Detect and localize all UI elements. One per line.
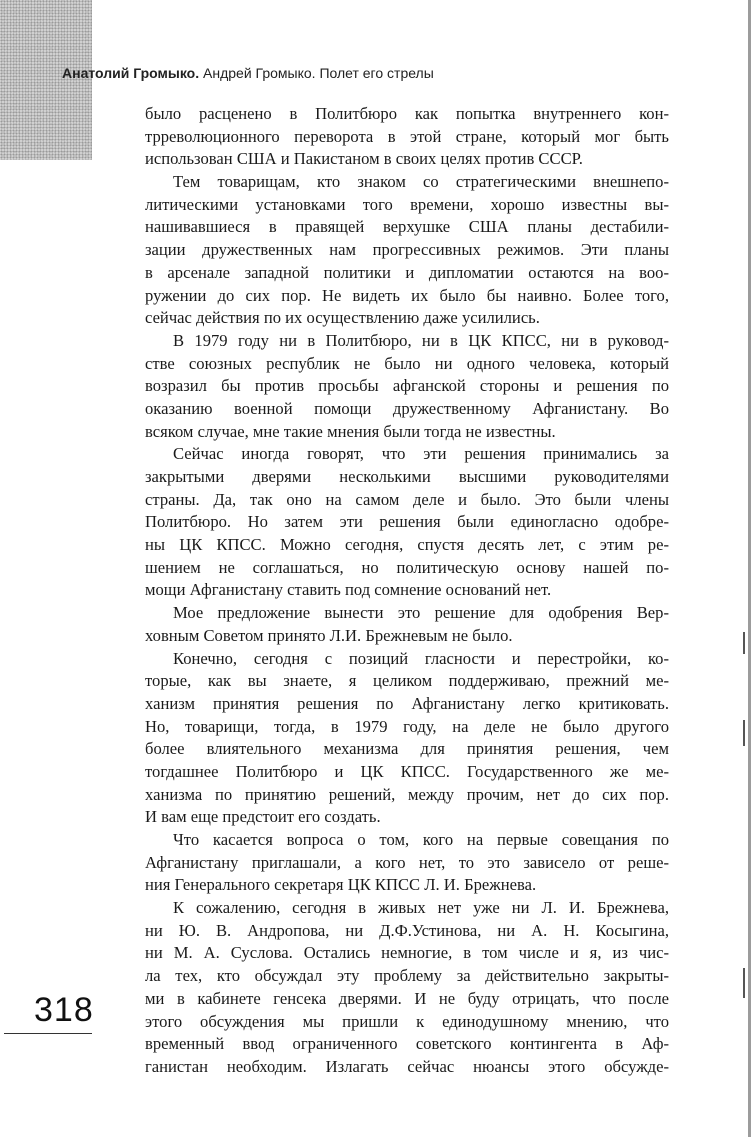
text-line: Но, товарищи, тогда, в 1979 году, на деле не было другого xyxy=(145,716,669,736)
text-line: ханизма по принятию решений, между прочим, нет до сих пор. xyxy=(145,784,669,804)
text-line: нашивавшиеся в правящей верхушке США планы дестабили- xyxy=(145,217,669,237)
text-line: Сейчас иногда говорят, что эти решения принимались за xyxy=(173,444,669,464)
text-line: литическими установками того времени, хорошо известны вы- xyxy=(145,194,669,214)
text-line: стве союзных республик не было ни одного человека, который xyxy=(145,353,669,373)
text-line: ни Ю. В. Андропова, ни Д.Ф.Устинова, ни А. Н. Косыгина, xyxy=(145,920,669,940)
page-number-rule xyxy=(4,1033,92,1034)
text-line: ни М. А. Суслова. Остались немногие, в том числе и я, из чис- xyxy=(145,943,669,963)
text-line: в арсенале западной политики и дипломатии остаются на воо- xyxy=(145,262,669,282)
text-line: более влиятельного механизма для принятия решения, чем xyxy=(145,739,669,759)
text-line: ружении до сих пор. Не видеть их было бы наивно. Более того, xyxy=(145,285,669,305)
text-line: В 1979 году ни в Политбюро, ни в ЦК КПСС, ни в руковод- xyxy=(173,330,669,350)
text-line: использован США и Пакистаном в своих целях против СССР. xyxy=(145,149,583,169)
text-line: сейчас действия по их осуществлению даже усилились. xyxy=(145,308,540,328)
text-line: возразил бы против просьбы афганской стороны и решения по xyxy=(145,376,669,396)
text-line: ми в кабинете генсека дверями. И не буду отрицать, что после xyxy=(145,988,669,1008)
text-line: всяком случае, мне такие мнения были тогда не известны. xyxy=(145,421,556,441)
text-line: ганистан необходим. Излагать сейчас нюансы этого обсужде- xyxy=(145,1056,669,1076)
text-line: было расценено в Политбюро как попытка внутреннего кон- xyxy=(145,104,669,123)
header-author: Анатолий Громыко. xyxy=(62,65,200,81)
text-line: шением не соглашаться, но политическую основу нашей по- xyxy=(145,557,669,577)
text-line: тогдашнее Политбюро и ЦК КПСС. Государственного же ме- xyxy=(145,761,669,781)
text-line: оказанию военной помощи дружественному Афганистану. Во xyxy=(145,398,669,418)
text-line: Мое предложение вынести это решение для одобрения Вер- xyxy=(173,603,669,623)
text-line: трреволюционного переворота в этой стране, который мог быть xyxy=(145,126,669,146)
text-line: торые, как вы знаете, я целиком поддерживаю, прежний ме- xyxy=(145,671,669,691)
text-line: Афганистану приглашали, а кого нет, то это зависело от реше- xyxy=(145,852,669,872)
text-line: этого обсуждения мы пришли к единодушному мнению, что xyxy=(145,1011,669,1031)
text-line: К сожалению, сегодня в живых нет уже ни Л. И. Брежнева, xyxy=(173,898,669,918)
header-book-title: Андрей Громыко. Полет его стрелы xyxy=(203,65,434,81)
text-line: ния Генерального секретаря ЦК КПСС Л. И. Брежнева. xyxy=(145,875,537,895)
text-line: ханизм принятия решения по Афганистану легко критиковать. xyxy=(145,693,669,713)
margin-mark xyxy=(743,632,745,654)
text-line: Политбюро. Но затем эти решения были единогласно одобре- xyxy=(145,512,669,532)
text-line: Что касается вопроса о том, кого на первые совещания по xyxy=(173,830,669,849)
text-line: мощи Афганистану ставить под сомнение оснований нет. xyxy=(145,580,552,600)
text-line: ны ЦК КПСС. Можно сегодня, спустя десять лет, с этим ре- xyxy=(145,535,669,555)
text-line: ховным Советом принято Л.И. Брежневым не было. xyxy=(145,625,513,645)
margin-mark xyxy=(743,720,745,746)
text-line: зации дружественных нам прогрессивных режимов. Эти планы xyxy=(145,240,669,260)
page-number: 318 xyxy=(34,991,94,1029)
text-line: ла тех, кто обсуждал эту проблему за действительно закрыты- xyxy=(145,966,669,986)
running-header xyxy=(62,62,662,84)
margin-mark xyxy=(743,968,745,998)
text-line: Тем товарищам, кто знаком со стратегическими внешнепо- xyxy=(173,172,669,192)
text-line: временный ввод ограниченного советского контингента в Аф- xyxy=(145,1034,669,1054)
text-line: И вам еще предстоит его создать. xyxy=(145,807,381,827)
text-line: страны. Да, так оно на самом деле и было. Это были члены xyxy=(145,489,669,509)
body-text xyxy=(145,103,669,1079)
text-line: закрытыми дверями несколькими высшими руководителями xyxy=(145,467,669,486)
text-line: Конечно, сегодня с позиций гласности и перестройки, ко- xyxy=(173,648,669,668)
